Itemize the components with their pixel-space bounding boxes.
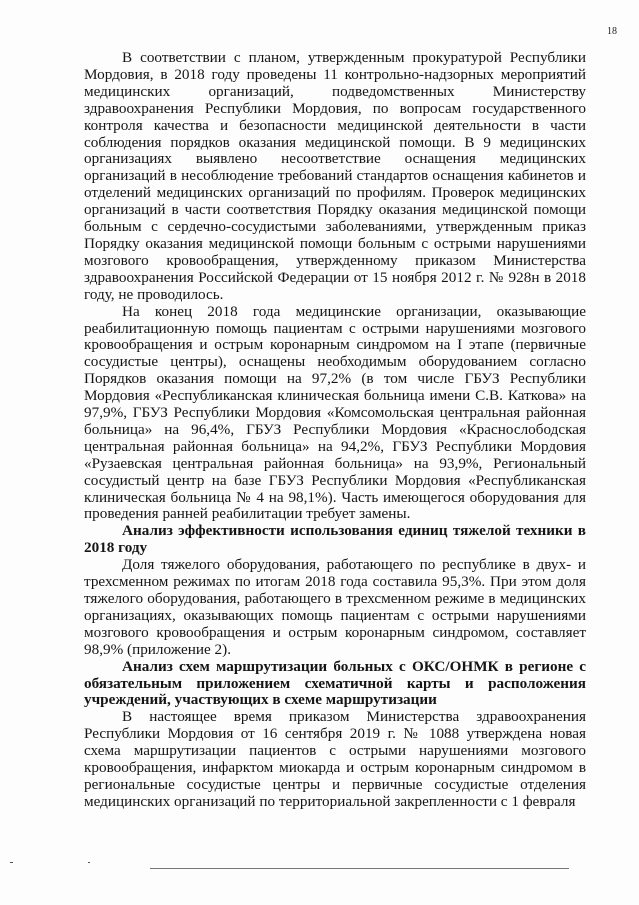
paragraph-inspections: В соответствии с планом, утвержденным прокуратурой Республики Мордовия, в 2018 году проведены 11 контрольно-надзорных мероприятий медицинских организаций, подведомственных Министерству здравоохранения Республики Мордовия, по вопросам государственного контроля качества и безопасности медицинской деятельности в части соблюдения порядков оказания медицинской помощи. В 9 медицинских организациях выявлено несоответствие оснащения медицинских организаций в несоблюдение требований стандартов оснащения кабинетов и отделений медицинских организаций по профилям. Проверок медицинских организаций в части соответствия Порядку оказания медицинской помощи больным с сердечно-сосудистыми заболеваниями, утвержденным приказ Порядку оказания медицинской помощи больным с острыми нарушениями мозгового кровообращения, утвержденному приказом Министерства здравоохранения Российской Федерации от 15 ноября 2012 г. № 928н в 2018 году, не проводилось.	[84, 49, 586, 303]
footer-rule	[150, 868, 569, 869]
heading-heavy-equipment: Анализ эффективности использования единиц тяжелой техники в 2018 году	[84, 522, 586, 557]
heading-routing-analysis: Анализ схем маршрутизации больных с ОКС/ОНМК в регионе с обязательным приложением схематичной карты и расположения учреждений, участвующих в схеме маршрутизации	[84, 657, 586, 709]
document-body	[84, 50, 586, 811]
paragraph-rehabilitation-equipment: На конец 2018 года медицинские организации, оказывающие реабилитационную помощь пациентам с острыми нарушениями мозгового кровообращения и острым коронарным синдромом на I этапе (первичные сосудистые центры), оснащены необходимым оборудованием согласно Порядков оказания помощи на 97,2% (в том числе ГБУЗ Республики Мордовия «Республиканская клиническая больница имени С.В. Каткова» на 97,9%, ГБУЗ Республики Мордовия «Комсомольская центральная районная больница» на 96,4%, ГБУЗ Республики Мордовия «Краснослободская центральная районная больница» на 94,2%, ГБУЗ Республики Мордовия «Рузаевская центральная районная больница» на 93,9%, Региональный сосудистый центр на базе ГБУЗ Республики Мордовия «Республиканская клиническая больница № 4 на 98,1%). Часть имеющегося оборудования для проведения ранней реабилитации требует замены.	[84, 302, 586, 523]
paragraph-routing-order: В настоящее время приказом Министерства здравоохранения Республики Мордовия от 16 сентября 2019 г. № 1088 утверждена новая схема маршрутизации пациентов с острыми нарушениями мозгового кровообращения, инфарктом миокарда и острым коронарным синдромом в региональные сосудистые центры и первичные сосудистые отделения медицинских организаций по территориальной закрепленности с 1 февраля	[84, 708, 586, 810]
scan-mark	[88, 862, 90, 863]
page-number: 18	[607, 26, 617, 37]
scan-mark	[10, 862, 13, 863]
paragraph-heavy-equipment: Доля тяжелого оборудования, работающего по республике в двух- и трехсменном режимах по итогам 2018 года составила 95,3%. При этом доля тяжелого оборудования, работающего в трехсменном режиме в медицинских организациях, оказывающих помощь пациентам с острыми нарушениями мозгового кровообращения и острым коронарным синдромом, составляет 98,9% (приложение 2).	[84, 556, 586, 658]
